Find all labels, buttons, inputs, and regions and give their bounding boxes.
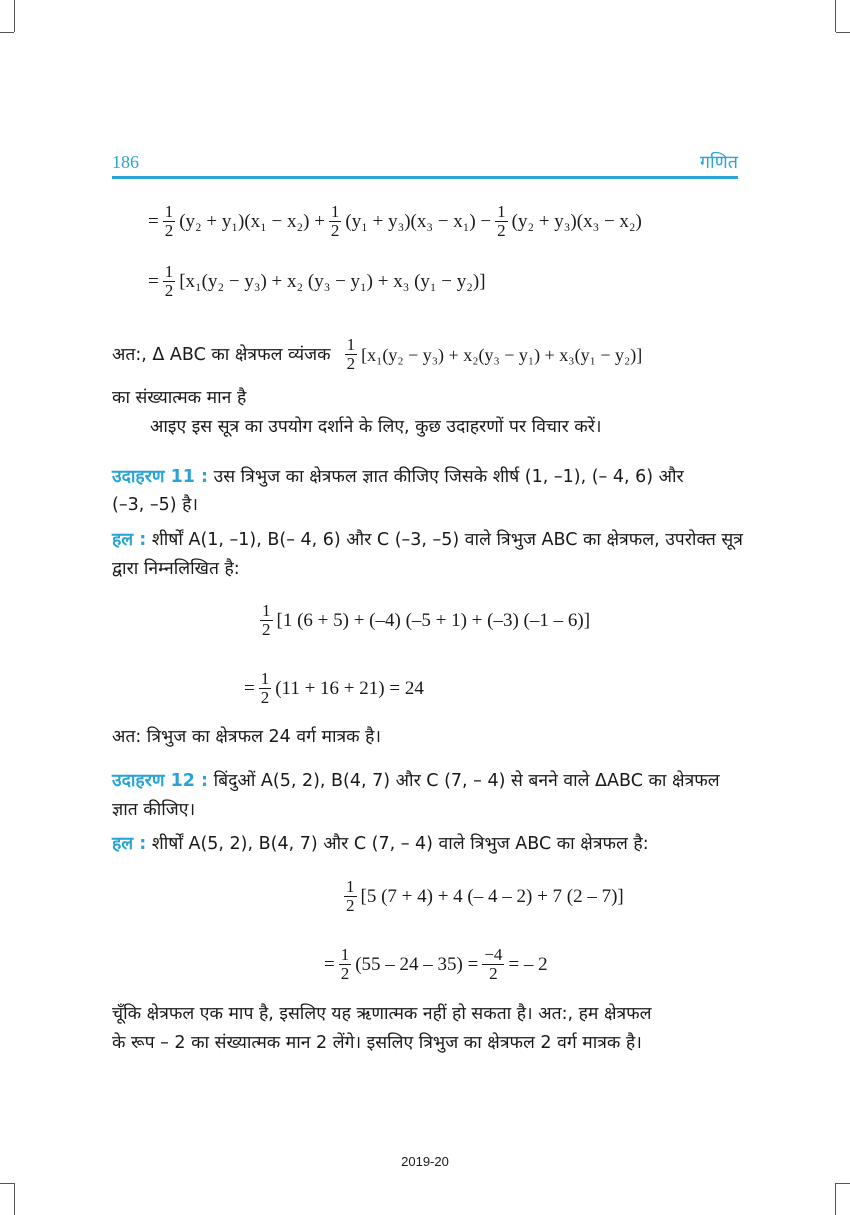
crop-mark bbox=[0, 32, 14, 33]
example-11-equation-2: = $\frac{1}{2}$ (11 + 16 + 21) = 24 bbox=[244, 669, 424, 707]
fraction: $\frac{1}{2}$ bbox=[497, 202, 506, 240]
solution-label: हल : bbox=[112, 834, 147, 854]
example-12-solution: हल : शीर्षों A(5, 2), B(4, 7) और C (7, – 4) वाले त्रिभुज ABC का क्षेत्रफल है: bbox=[112, 834, 649, 854]
solution-label: हल : bbox=[112, 530, 147, 550]
example-label: उदाहरण 12 : bbox=[112, 771, 209, 791]
example-11-question: उदाहरण 11 : उस त्रिभुज का क्षेत्रफल ज्ञात कीजिए जिसके शीर्ष (1, –1), (– 4, 6) और bbox=[112, 467, 684, 487]
crop-mark bbox=[836, 32, 850, 33]
conclusion-line: अत:, Δ ABC का क्षेत्रफल व्यंजक $\frac{1}{2}$ [x₁(y₂ − y₃) + x₂(y₃ − y₁) + x₃(y₁ − y₂)] bbox=[112, 335, 643, 373]
fraction: $\frac{1}{2}$ bbox=[260, 669, 270, 707]
crop-mark bbox=[836, 1183, 850, 1184]
paragraph: का संख्यात्मक मान है bbox=[112, 388, 247, 408]
formula-expression: [x₁(y₂ − y₃) + x₂(y₃ − y₁) + x₃(y₁ − y₂)] bbox=[361, 344, 643, 365]
example-12-question: उदाहरण 12 : बिंदुओं A(5, 2), B(4, 7) और C (7, – 4) से बनने वाले ΔABC का क्षेत्रफल bbox=[112, 771, 720, 791]
example-12-conclusion: चूँकि क्षेत्रफल एक माप है, इसलिए यह ऋणात्मक नहीं हो सकता है। अत:, हम क्षेत्रफल bbox=[112, 1004, 652, 1024]
fraction: $\frac{1}{2}$ bbox=[330, 202, 340, 240]
crop-mark bbox=[0, 1183, 14, 1184]
fraction: $\frac{1}{2}$ bbox=[164, 262, 174, 300]
footer-year: 2019-20 bbox=[401, 1154, 449, 1169]
example-11-question-cont: (–3, –5) है। bbox=[112, 495, 199, 515]
crop-mark bbox=[835, 0, 836, 32]
example-11-equation-1: $\frac{1}{2}$ [1 (6 + 5) + (–4) (–5 + 1) + (–3) (–1 – 6)] bbox=[262, 601, 591, 639]
header-rule bbox=[112, 176, 738, 179]
fraction: $\frac{1}{2}$ bbox=[164, 202, 174, 240]
subject-title: गणित bbox=[699, 152, 738, 173]
paragraph: आइए इस सूत्र का उपयोग दर्शाने के लिए, कुछ उदाहरणों पर विचार करें। bbox=[150, 417, 602, 437]
example-11-result: अत: त्रिभुज का क्षेत्रफल 24 वर्ग मात्रक है। bbox=[112, 727, 382, 747]
page-number: 186 bbox=[112, 152, 139, 172]
crop-mark bbox=[835, 1183, 836, 1215]
fraction: $\frac{1}{2}$ bbox=[340, 945, 350, 983]
example-12-conclusion-cont: के रूप – 2 का संख्यात्मक मान 2 लेंगे। इसलिए त्रिभुज का क्षेत्रफल 2 वर्ग मात्रक है। bbox=[112, 1033, 642, 1053]
fraction: $\frac{1}{2}$ bbox=[262, 601, 271, 639]
derivation-line-1: = $\frac{1}{2}$ (y₂ + y₁)(x₁ − x₂) + $\frac{1}{2}$ (y₁ + y₃)(x₃ − x₁) − $\frac{1}{2}$ (y₂ + y₃)(x₃ − x₂) bbox=[148, 202, 642, 240]
example-11-solution-cont: द्वारा निम्नलिखित है: bbox=[112, 559, 240, 579]
crop-mark bbox=[14, 1183, 15, 1215]
example-11-solution: हल : शीर्षों A(1, –1), B(– 4, 6) और C (–3, –5) वाले त्रिभुज ABC का क्षेत्रफल, उपरोक्त सूत्र bbox=[112, 530, 743, 550]
example-label: उदाहरण 11 : bbox=[112, 467, 209, 487]
example-12-equation-1: $\frac{1}{2}$ [5 (7 + 4) + 4 (– 4 – 2) + 7 (2 – 7)] bbox=[346, 877, 624, 915]
fraction: $\frac{1}{2}$ bbox=[346, 877, 355, 915]
example-12-question-cont: ज्ञात कीजिए। bbox=[112, 800, 196, 820]
fraction: $\frac{-4}{2}$ bbox=[484, 945, 503, 983]
fraction: $\frac{1}{2}$ bbox=[346, 335, 356, 373]
example-12-equation-2: = $\frac{1}{2}$ (55 – 24 – 35) = $\frac{-4}{2}$ = – 2 bbox=[324, 945, 548, 983]
crop-mark bbox=[14, 0, 15, 32]
derivation-line-2: = $\frac{1}{2}$ [x₁(y₂ − y₃) + x₂ (y₃ − y₁) + x₃ (y₁ − y₂)] bbox=[148, 262, 486, 300]
